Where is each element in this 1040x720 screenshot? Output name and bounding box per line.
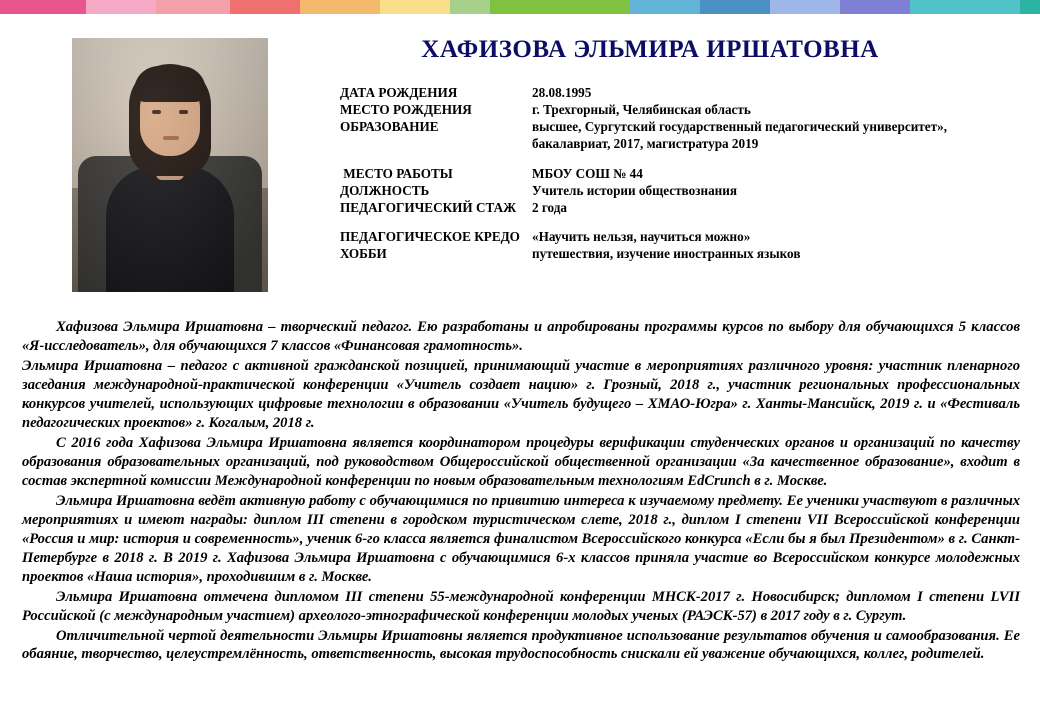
info-label: ДАТА РОЖДЕНИЯ (340, 85, 458, 100)
portrait-photo-image (72, 38, 268, 292)
info-value: путешествия, изучение иностранных языков (532, 246, 801, 262)
ribbon-segment-1 (0, 0, 86, 14)
info-value: 28.08.1995 (532, 85, 592, 100)
ribbon-segment-2 (86, 0, 156, 14)
ribbon-segment-14 (1020, 0, 1040, 14)
ribbon-segment-13 (910, 0, 1020, 14)
info-value: 2 года (532, 199, 568, 215)
paragraph: Эльмира Иршатовна отмечена дипломом III степени 55-международной конференции МНСК-2017 г. Новосибирск; дипломом I степени LVII Российской (с международным участием) археолого-этнографической конференции молодых ученых (РАЭСК-57) в 2017 году в г. Сургут. (22, 588, 1020, 624)
info-row (340, 84, 1030, 101)
paragraph: Эльмира Иршатовна ведёт активную работу с обучающимися по привитию интереса к изучаемому предмету. Ее ученики участвуют в различных мероприятиях и имеют награды: диплом III степени в городском туристическом слете, 2018 г., диплом I степени VII Всероссийской конференции «Россия и мир: история и современность», ученик 6-го класса является финалистом Всероссийского конкурса «Если бы я был Президентом» в г. Санкт-Петербурге в 2018 г. В 2019 г. Хафизова Эльмира Иршатовна с обучающимися 6-х классов приняла участие во Всероссийском конкурсе молодежных проектов «Наша история», проходившим в г. Москве. (22, 492, 1020, 585)
info-value: «Научить нельзя, научиться можно» (532, 229, 751, 245)
info-label: ПЕДАГОГИЧЕСКОЕ КРЕДО (340, 229, 520, 245)
info-value: бакалавриат, 2017, магистратура 2019 (532, 136, 759, 152)
info-label: ДОЛЖНОСТЬ (340, 182, 430, 198)
ribbon-segment-6 (380, 0, 450, 14)
info-label (340, 135, 532, 152)
info-row (340, 199, 1030, 216)
info-value: Учитель истории обществознания (532, 182, 738, 198)
ribbon-segment-5 (300, 0, 380, 14)
info-label: МЕСТО РОЖДЕНИЯ (340, 102, 472, 118)
info-label: ХОББИ (340, 246, 387, 262)
info-row (340, 182, 1030, 199)
ribbon-segment-4 (230, 0, 300, 14)
info-row (340, 101, 1030, 118)
info-row (340, 165, 1030, 182)
info-spacer (340, 153, 1030, 165)
paragraph: С 2016 года Хафизова Эльмира Иршатовна является координатором процедуры верификации студенческих органов и организаций по качеству образования образовательных организаций, под руководством Общероссийской общественной организации «За качественное образование», входит в состав экспертной комиссии Международной конференции по новым образовательным технологиям EdCrunch в г. Москве. (22, 434, 1020, 489)
info-row (340, 228, 1030, 245)
ribbon-segment-7 (450, 0, 490, 14)
info-value: МБОУ СОШ № 44 (532, 165, 643, 181)
photo-vignette (72, 38, 268, 292)
info-value: г. Трехгорный, Челябинская область (532, 102, 751, 118)
info-row (340, 118, 1030, 135)
info-table (340, 84, 1030, 262)
info-label: ОБРАЗОВАНИЕ (340, 119, 439, 135)
ribbon-segment-10 (700, 0, 770, 14)
info-label: МЕСТО РАБОТЫ (340, 165, 453, 181)
portrait-photo (72, 38, 268, 292)
ribbon-segment-11 (770, 0, 840, 14)
paragraph: Эльмира Иршатовна – педагог с активной гражданской позицией, принимающий участие в мероприятиях различного уровня: участник пленарного заседания международной-практической конференции «Учитель создает нацию» г. Грозный, 2018 г., участник региональных профессиональных конкурсов учителей, использующих цифровые технологии в образовании «Учитель будущего – ХМАО-Югра» г. Ханты-Мансийск, 2019 г. и «Фестиваль педагогических проектов» г. Когалым, 2018 г. (22, 357, 1020, 431)
paragraph: Хафизова Эльмира Иршатовна – творческий педагог. Ею разработаны и апробированы программы курсов по выбору для обучающихся 5 классов «Я-исследователь», для обучающихся 7 классов «Финансовая грамотность». (22, 319, 1020, 354)
info-row (340, 135, 1030, 152)
page-title: ХАФИЗОВА ЭЛЬМИРА ИРШАТОВНА (421, 36, 879, 63)
info-row (340, 245, 1030, 262)
paragraph: Отличительной чертой деятельности Эльмиры Иршатовны является продуктивное использование результатов обучения и самообразования. Ее обаяние, творчество, целеустремлённость, ответственность, высокая трудоспособность снискали ей уважение обучающихся, коллег, родителей. (22, 627, 1020, 663)
ribbon-segment-12 (840, 0, 910, 14)
ribbon-segment-3 (156, 0, 230, 14)
info-spacer (340, 216, 1030, 228)
biography-text (22, 318, 1020, 665)
info-value: высшее, Сургутский государственный педагогический университет», (532, 119, 948, 135)
ribbon-segment-9 (630, 0, 700, 14)
ribbon-segment-8 (490, 0, 630, 14)
top-color-ribbon (0, 0, 1040, 14)
profile-header (0, 14, 1040, 292)
info-label: ПЕДАГОГИЧЕСКИЙ СТАЖ (340, 199, 517, 215)
